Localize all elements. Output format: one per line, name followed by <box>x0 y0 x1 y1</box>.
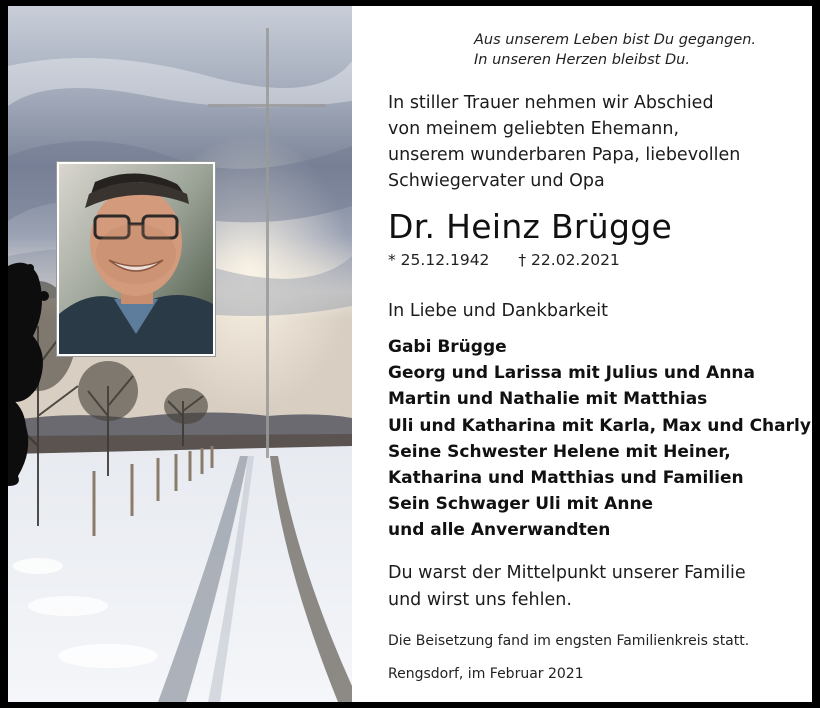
intro-text <box>388 90 740 194</box>
cross-vertical <box>266 28 269 458</box>
mourner-line: Gabi Brügge <box>388 337 507 357</box>
portrait-illustration <box>59 164 213 354</box>
mourner-line: Seine Schwester Helene mit Heiner, <box>388 441 731 462</box>
closing-line-2: und wirst uns fehlen. <box>388 590 572 610</box>
mourner-line: Sein Schwager Uli mit Anne <box>388 494 654 515</box>
death-date: † 22.02.2021 <box>518 251 620 269</box>
mourner-line: Martin und Nathalie mit Matthias <box>388 389 708 410</box>
intro-line: Schwiegervater und Opa <box>388 171 605 191</box>
portrait-photo <box>57 162 215 356</box>
closing-line-1: Du warst der Mittelpunkt unserer Familie <box>388 563 746 583</box>
motto <box>474 30 794 70</box>
closing-text <box>388 560 746 614</box>
mourner-line: Uli und Katharina mit Karla, Max und Charly <box>388 415 811 436</box>
intro-line: unserem wunderbaren Papa, liebevollen <box>388 145 741 165</box>
obituary-card <box>8 6 812 702</box>
motto-line-1: Aus unserem Leben bist Du gegangen. <box>474 32 757 48</box>
mourner-line: Georg und Larissa mit Julius und Anna <box>388 363 756 384</box>
mourners-list <box>388 334 811 544</box>
place-date: Rengsdorf, im Februar 2021 <box>388 666 584 682</box>
mourner-line: Katharina und Matthias und Familien <box>388 468 744 489</box>
funeral-note: Die Beisetzung fand im engsten Familienkreis statt. <box>388 633 750 649</box>
thanks-line: In Liebe und Dankbarkeit <box>388 301 608 321</box>
deceased-name: Dr. Heinz Brügge <box>388 207 673 246</box>
motto-line-2: In unseren Herzen bleibst Du. <box>474 52 690 68</box>
birth-date: * 25.12.1942 <box>388 251 490 269</box>
life-dates <box>388 251 644 269</box>
intro-line: von meinem geliebten Ehemann, <box>388 119 680 139</box>
mourner-line: und alle Anverwandten <box>388 520 611 541</box>
intro-line: In stiller Trauer nehmen wir Abschied <box>388 93 714 113</box>
cross-horizontal <box>208 104 326 107</box>
